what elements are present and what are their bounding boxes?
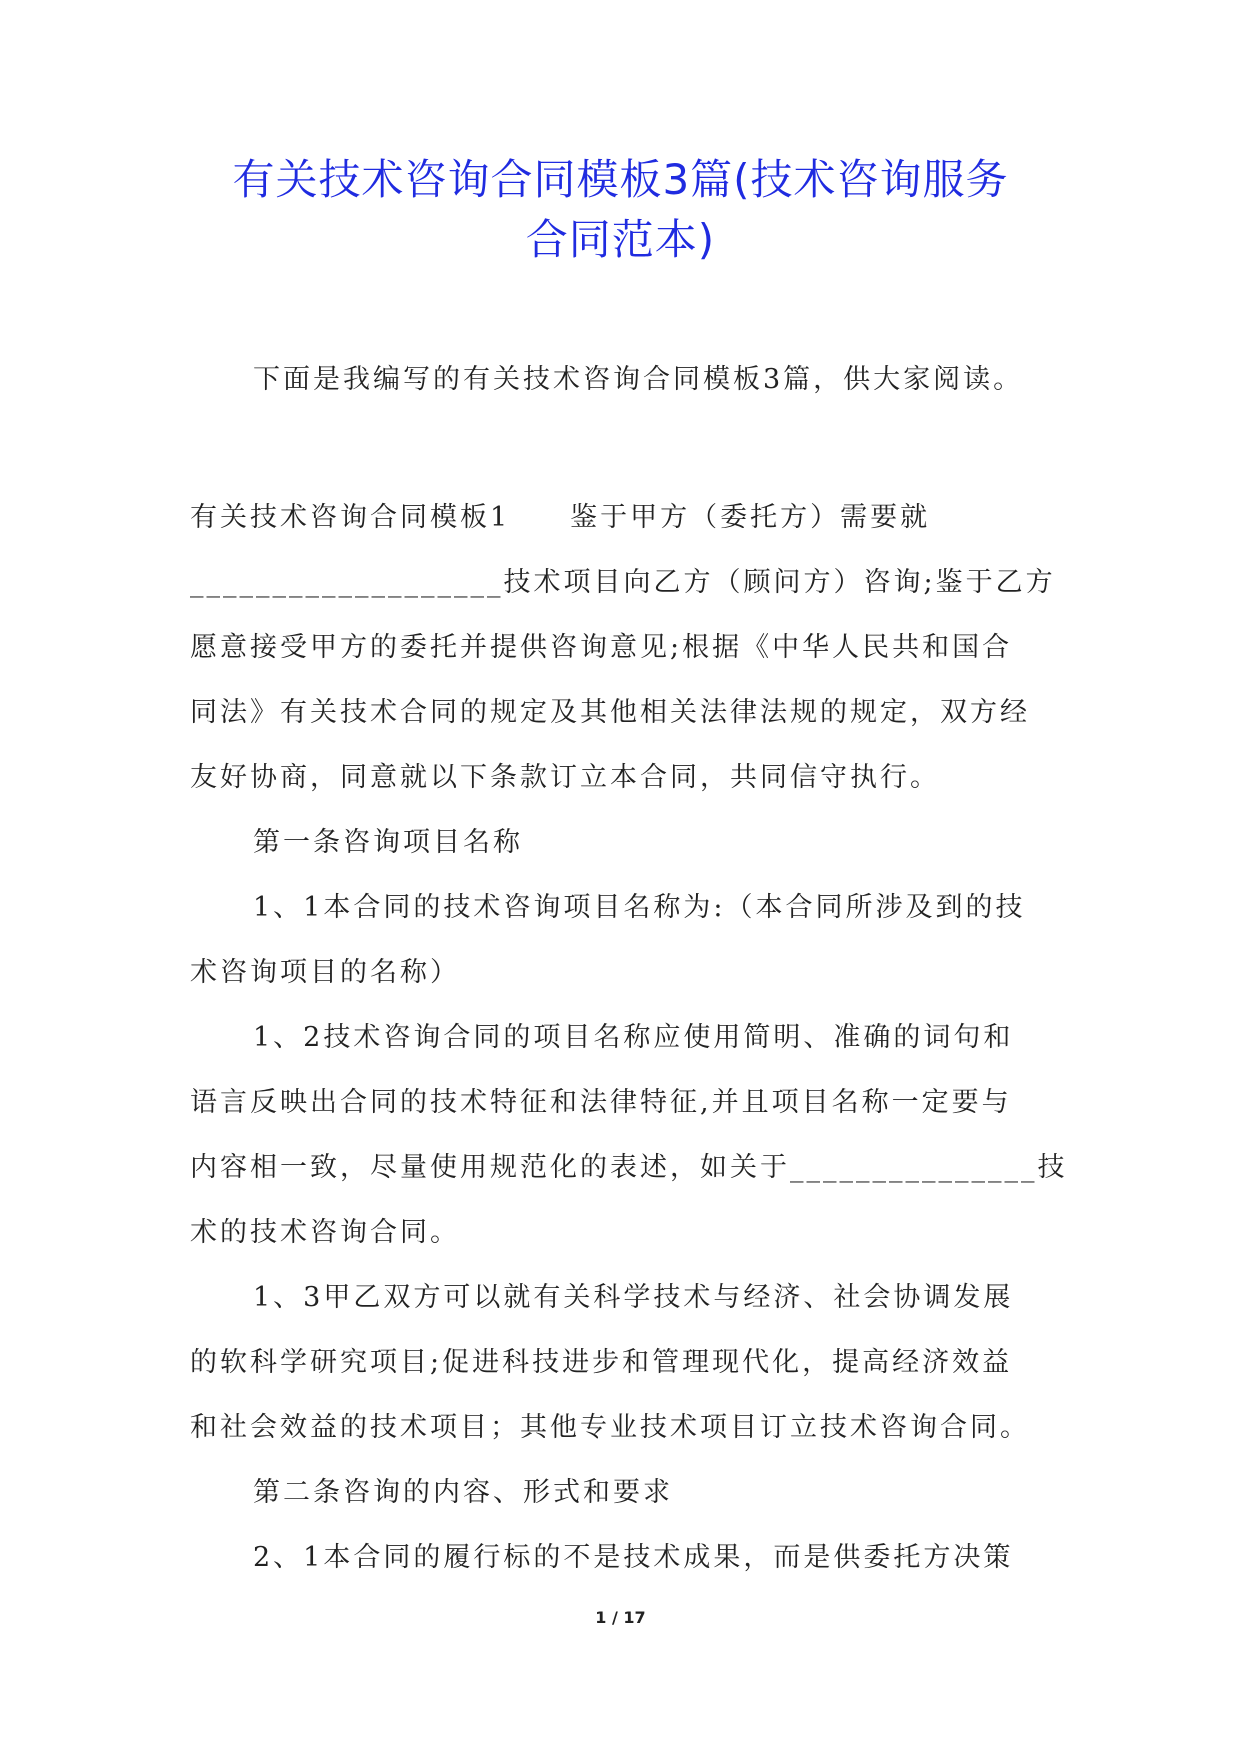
title-line-1: 有关技术咨询合同模板3篇(技术咨询服务 bbox=[232, 155, 1009, 204]
body-line: 友好协商，同意就以下条款订立本合同，共同信守执行。 bbox=[190, 762, 940, 793]
body-line: 1、3甲乙双方可以就有关科学技术与经济、社会协调发展 bbox=[253, 1282, 1014, 1313]
article-heading: 第二条咨询的内容、形式和要求 bbox=[253, 1477, 673, 1508]
body-line: 1、2技术咨询合同的项目名称应使用简明、准确的词句和 bbox=[253, 1022, 1014, 1053]
body-line: 愿意接受甲方的委托并提供咨询意见;根据《中华人民共和国合 bbox=[190, 632, 1013, 663]
body-line: 同法》有关技术合同的规定及其他相关法律法规的规定，双方经 bbox=[190, 697, 1030, 728]
body-line: 有关技术咨询合同模板1 鉴于甲方（委托方）需要就 bbox=[190, 502, 931, 533]
body-line: 和社会效益的技术项目；其他专业技术项目订立技术咨询合同。 bbox=[190, 1412, 1030, 1443]
body-line: 术的技术咨询合同。 bbox=[190, 1217, 460, 1248]
title-line-2: 合同范本) bbox=[525, 215, 716, 264]
contract-body bbox=[190, 485, 1068, 1590]
article-heading: 第一条咨询项目名称 bbox=[253, 827, 523, 858]
intro-paragraph: 下面是我编写的有关技术咨询合同模板3篇，供大家阅读。 bbox=[253, 364, 1024, 395]
page-number: 1 / 17 bbox=[595, 1608, 646, 1627]
body-line: 2、1本合同的履行标的不是技术成果，而是供委托方决策 bbox=[253, 1542, 1014, 1573]
body-line: 的软科学研究项目;促进科技进步和管理现代化，提高经济效益 bbox=[190, 1347, 1013, 1378]
body-line: 术咨询项目的名称） bbox=[190, 957, 460, 988]
body-line: 语言反映出合同的技术特征和法律特征,并且项目名称一定要与 bbox=[190, 1087, 1012, 1118]
body-line: 内容相一致，尽量使用规范化的表述，如关于_______________技 bbox=[190, 1152, 1068, 1183]
document-title bbox=[150, 150, 1091, 270]
body-line: ___________________技术项目向乙方（顾问方）咨询;鉴于乙方 bbox=[190, 567, 1056, 598]
body-line: 1、1本合同的技术咨询项目名称为:（本合同所涉及到的技 bbox=[253, 892, 1026, 923]
